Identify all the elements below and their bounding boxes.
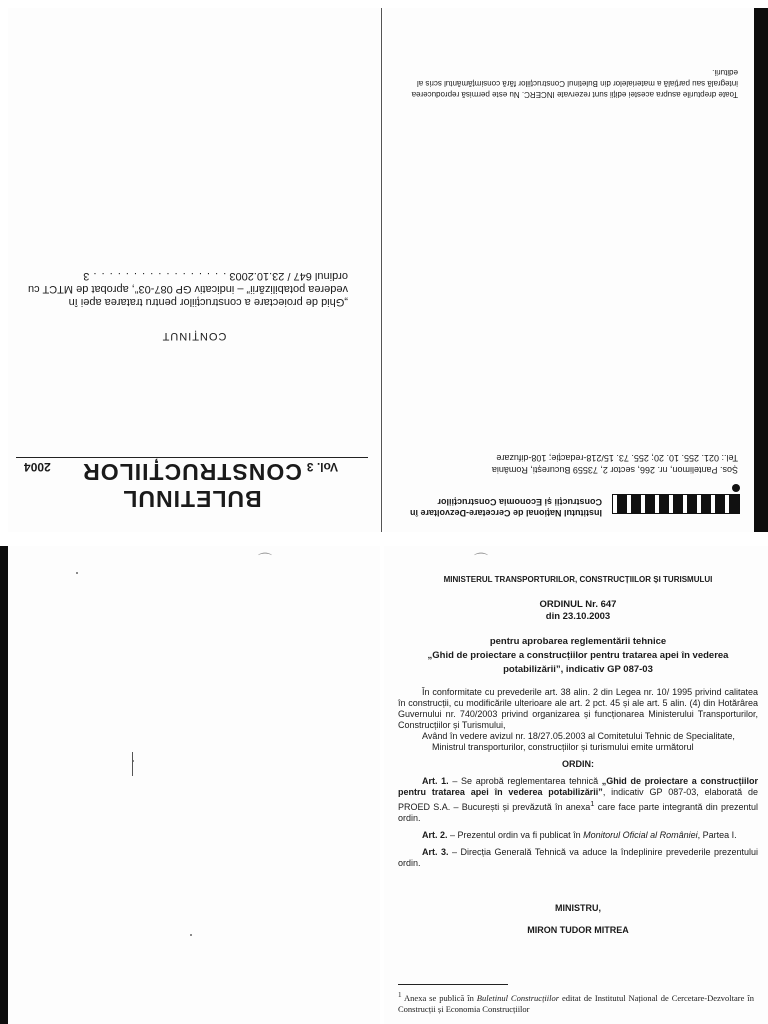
contents-heading: CONȚINUT (161, 330, 227, 342)
art2-label: Art. 2. (422, 830, 448, 840)
purpose-line-1: pentru aprobarea reglementării tehnice (489, 636, 667, 647)
order-page (384, 546, 768, 1024)
art3-label: Art. 3. (422, 847, 449, 857)
art2-text-a: – Prezentul ordin va fi publicat în (447, 830, 584, 840)
scan-smudge: ⌒ (474, 552, 488, 568)
bulletin-volume: Vol. 3 (306, 460, 338, 474)
publisher-page (384, 8, 754, 532)
footnote-rule (398, 984, 508, 985)
signature-title: MINISTRU, (555, 903, 601, 913)
aviz-paragraph: Având în vedere avizul nr. 18/27.05.2003 al Comitetului Tehnic de Specialitate, (422, 731, 735, 741)
toc-leader-dots: . . . . . . . . . . . . . . . . . (92, 270, 227, 282)
article-1 (398, 776, 758, 824)
incerc-logo (612, 494, 740, 514)
page-gutter-top (381, 8, 382, 532)
purpose-line-2: „Ghid de proiectare a construcțiilor pentru tratarea apei în vederea potabilizării”, indicativ GP 087-03 (427, 650, 729, 675)
toc-entry-text: „Ghid de proiectare a construcțiilor pentru tratarea apei în vederea potabilizării” – indicativ GP 087-03”, aprobat de MTCT cu ordinul 647 / 23.10.2003 (28, 270, 348, 308)
bulletin-title: BULETINUL CONSTRUCȚIILOR (82, 459, 302, 512)
art1-title: „Ghid de proiectare a construcțiilor pentru tratarea apei în vederea potabilizării” (398, 776, 758, 797)
signature-name: MIRON TUDOR MITREA (527, 925, 629, 935)
footnote (398, 990, 754, 1015)
order-number: ORDINUL Nr. 647 (539, 599, 617, 610)
art1-text-b: , indicativ GP 087-03, elaborată de PROED S.A. – București și prevăzută în anexa (398, 787, 758, 812)
institute-address (492, 452, 738, 476)
logo-mark-icon (732, 484, 740, 492)
title-rule (16, 457, 368, 458)
scan-edge-top-right (754, 8, 768, 532)
footnote-number: 1 (398, 991, 402, 999)
scan-line (132, 752, 133, 776)
phone-line: Tel.: 021. 255. 10. 20; 255. 73. 15/218-redacție; 108-difuzare (496, 453, 738, 463)
art1-text-c: care face parte integrantă din prezentul ordin. (398, 802, 758, 823)
art3-text: – Direcția Generală Tehnică va aduce la îndeplinire prevederile prezentului ordin. (398, 847, 759, 868)
bulletin-cover-page (8, 8, 380, 532)
bulletin-year: 2004 (24, 460, 51, 474)
art1-label: Art. 1. (422, 776, 449, 786)
scan-smudge: ⌒ (258, 552, 272, 568)
scan-speck (190, 934, 192, 936)
footnote-text-a: Anexa se publică în (401, 992, 477, 1003)
art1-footnote-ref: 1 (590, 799, 595, 808)
footnote-text-b: editat de Institutul Național de Cercetare-Dezvoltare în Construcții și Economia Construcțiilor (398, 992, 754, 1014)
copyright-notice: Toate drepturile asupra acestei ediții sunt rezervate INCERC. Nu este permisă reproducerea integrală sau parțială a materialelor din Buletinul Construcțiilor fără consimțământul scris al editurii. (411, 68, 738, 99)
art2-monitor: Monitorul Oficial al României (583, 830, 698, 840)
signature-block (398, 897, 758, 941)
article-2 (398, 830, 758, 841)
preamble-paragraph: În conformitate cu prevederile art. 38 alin. 2 din Legea nr. 10/ 1995 privind calitatea în construcții, cu modificările ulterioare ale art. 2 pct. 45 și ale art. 5 alin. (4) din Hotărârea Guvernului nr. 740/2003 privind organizarea și funcționarea Ministerului Transporturilor, Construcțiilor și Turismului, (398, 687, 758, 730)
toc-page-number: 3 (83, 270, 90, 282)
toc-entry (28, 269, 348, 308)
ordin-heading: ORDIN: (562, 759, 594, 769)
blank-page (8, 546, 380, 1024)
order-date: din 23.10.2003 (545, 611, 611, 622)
minister-issues-line: Ministrul transporturilor, construcțiilor și turismului emite următorul (432, 742, 694, 752)
article-3 (398, 847, 758, 869)
art1-text-a: – Se aprobă reglementarea tehnică (448, 776, 602, 786)
address-line: Șos. Pantelimon, nr. 266, sector 2, 73559 București, România (491, 465, 738, 475)
art2-text-b: , Partea I. (697, 830, 737, 840)
footnote-bulletin: Buletinul Construcțiilor (476, 992, 560, 1003)
institute-name: Institutul Național de Cercetare-Dezvoltare în Construcții și Economia Construcțiilor (409, 497, 602, 518)
order-document (398, 574, 758, 941)
order-purpose (398, 635, 758, 677)
scan-speck (76, 572, 78, 574)
ministry-header: MINISTERUL TRANSPORTURILOR, CONSTRUCȚIILOR ȘI TURISMULUI (443, 575, 713, 584)
